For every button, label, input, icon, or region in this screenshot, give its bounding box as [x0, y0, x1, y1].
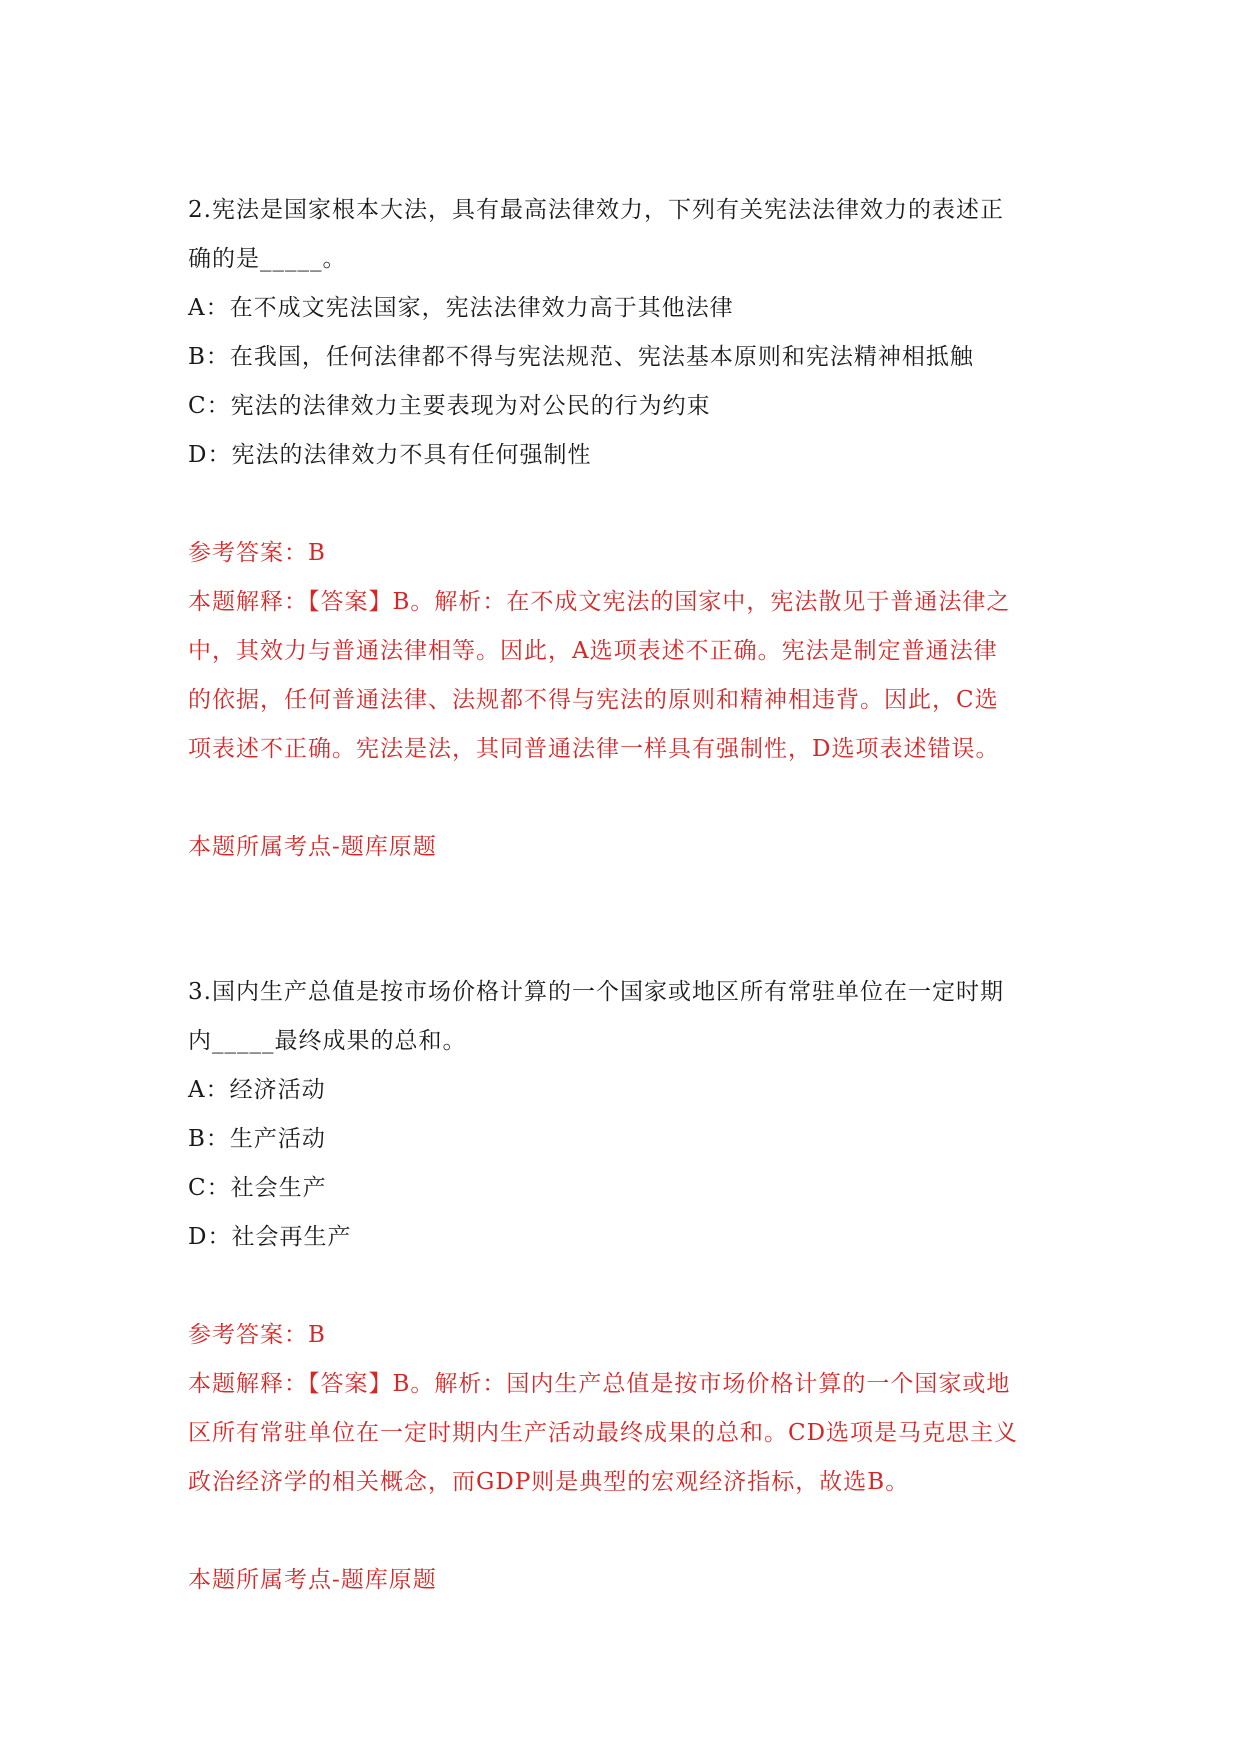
option-c: C：社会生产 [188, 1175, 327, 1201]
explanation-line: 项表述不正确。宪法是法，其同普通法律一样具有强制性，D选项表述错误。 [188, 736, 1000, 762]
option-b: B：生产活动 [188, 1126, 326, 1152]
question-stem-line: 内_____最终成果的总和。 [188, 1028, 467, 1054]
question-block [188, 186, 1050, 872]
question-stem-line: 2.宪法是国家根本大法，具有最高法律效力，下列有关宪法法律效力的表述正 [188, 197, 1004, 223]
option-d: D：社会再生产 [188, 1224, 352, 1250]
option-c: C：宪法的法律效力主要表现为对公民的行为约束 [188, 393, 711, 419]
reference-answer: 参考答案：B [188, 540, 326, 566]
question-stem-line: 3.国内生产总值是按市场价格计算的一个国家或地区所有常驻单位在一定时期 [188, 979, 1004, 1005]
explanation-line: 本题解释：【答案】B。解析：在不成文宪法的国家中，宪法散见于普通法律之 [188, 589, 1011, 615]
question-stem-line: 确的是_____。 [188, 246, 347, 272]
topic-label: 本题所属考点-题库原题 [188, 834, 437, 860]
explanation [188, 578, 1050, 774]
option-d: D：宪法的法律效力不具有任何强制性 [188, 442, 592, 468]
option-b: B：在我国，任何法律都不得与宪法规范、宪法基本原则和宪法精神相抵触 [188, 344, 974, 370]
option-list [188, 284, 1050, 480]
topic-label: 本题所属考点-题库原题 [188, 1567, 437, 1593]
explanation-line: 的依据，任何普通法律、法规都不得与宪法的原则和精神相违背。因此，C选 [188, 687, 999, 713]
question-block [188, 968, 1050, 1605]
explanation-line: 政治经济学的相关概念，而GDP则是典型的宏观经济指标，故选B。 [188, 1469, 910, 1495]
option-a: A：经济活动 [188, 1077, 326, 1103]
option-a: A：在不成文宪法国家，宪法法律效力高于其他法律 [188, 295, 734, 321]
explanation [188, 1360, 1050, 1507]
option-list [188, 1066, 1050, 1262]
explanation-line: 区所有常驻单位在一定时期内生产活动最终成果的总和。CD选项是马克思主义 [188, 1420, 1019, 1446]
explanation-line: 中，其效力与普通法律相等。因此，A选项表述不正确。宪法是制定普通法律 [188, 638, 998, 664]
explanation-line: 本题解释：【答案】B。解析：国内生产总值是按市场价格计算的一个国家或地 [188, 1371, 1011, 1397]
reference-answer: 参考答案：B [188, 1322, 326, 1348]
